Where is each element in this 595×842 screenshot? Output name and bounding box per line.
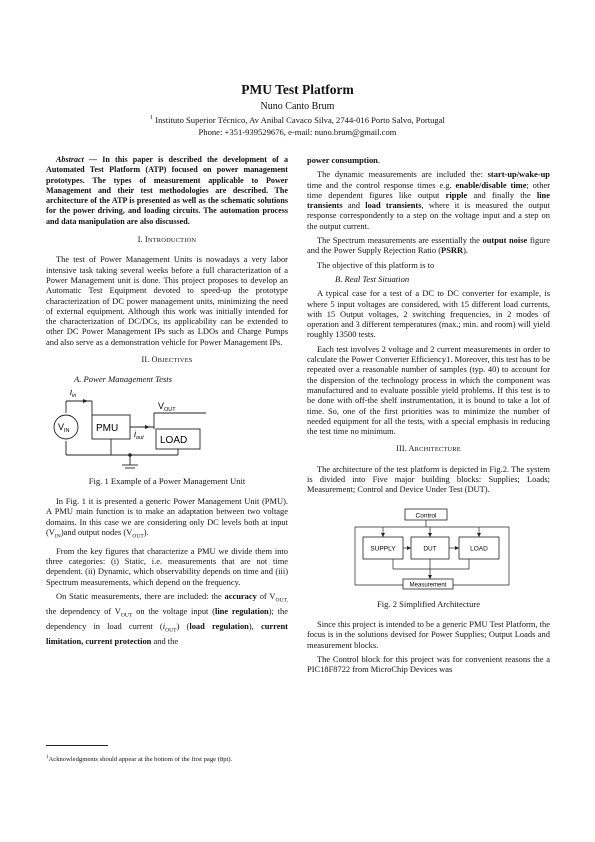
objectives-paragraph-1: In Fig. 1 it is presented a generic Power Management Unit (PMU). A PMU main function is to make an adaptation between two voltage domains. In this case we are considering only DC levels both at input $(V_{IN})and$ output nodes $(V_{OUT})$.	[46, 495, 288, 540]
figure-2-architecture-diagram	[307, 501, 550, 597]
continued-paragraph: power consumption.	[307, 155, 380, 165]
load-block-label: LOAD	[470, 545, 488, 553]
figure-1-pmu-diagram	[46, 389, 288, 474]
left-column	[46, 155, 288, 650]
iin-label: $i_{in}$	[70, 388, 77, 399]
figure-2-caption: Fig. 2 Simplified Architecture	[376, 598, 481, 609]
affiliation-text: Instituto Superior Técnico, Av Anibal Cavaco Silva, 2744-016 Porto Salvo, Portugal	[155, 115, 445, 125]
architecture-paragraph-1: The architecture of the test platform is depicted in Fig.2. The system is divided into Five major building blocks: Supplies; Loads; Measurement; Control and Device Under Test (DUT).	[307, 463, 550, 495]
dynamic-measurements-paragraph: The dynamic measurements are included the: start-up/wake-up time and the control response times e.g. enable/disable time; other time dependent figures like output ripple and finally the line transients and load transients, where it is measured the output response correspondently to a step on the voltage input and a step on the output current.	[307, 169, 551, 231]
author-name: Nuno Canto Brum	[260, 101, 335, 112]
architecture-paragraph-3: The Control block for this project was for convenient reasons the a PIC18F8722 from MicroChip Devices was	[307, 653, 550, 675]
vin-label: $V_{IN}$	[58, 421, 70, 434]
abstract-label: Abstract —	[56, 155, 98, 164]
subsection-heading-power-management-tests: A. Power Management Tests	[74, 374, 173, 385]
control-label: Control	[415, 512, 437, 520]
paper-title: PMU Test Platform	[241, 82, 354, 97]
objectives-paragraph-2: From the key figures that characterize a PMU we divide them into three categories: (i) Static, i.e. measurements that are not time dependent. (ii) Dynamic, which observability depends on time and (iii) Spectrum measurements, which depend on the frequency.	[46, 545, 288, 587]
dut-label: DUT	[423, 545, 437, 553]
pmu-label: PMU	[96, 422, 119, 434]
spectrum-measurements-paragraph: The Spectrum measurements are essentially the output noise figure and the Power Supply Rejection Ratio (PSRR).	[307, 235, 550, 256]
subsection-heading-real-test-situation: B. Real Test Situation	[335, 273, 410, 284]
real-test-paragraph-1: A typical case for a test of a DC to DC converter for example, is where 5 input voltages are considered, with 15 different load currents, with 15 Output voltages, 2 switching frequencies, in 2 modes of operation and 3 different temperatures (max.; min. and room) will yield roughly 13500 tests.	[307, 288, 550, 340]
affiliation-mark: 1	[150, 115, 154, 122]
vout-label: $V_{OUT}$	[158, 400, 176, 413]
iout-label: $i_{out}$	[134, 428, 144, 441]
contact-line: Phone: +351-939529676, e-mail: nuno.brum@gmail.com	[198, 127, 397, 137]
architecture-block-diagram	[307, 501, 550, 597]
footnote-rule	[46, 745, 108, 746]
section-heading-introduction: I. INTRODUCTION	[137, 235, 197, 245]
load-label: LOAD	[160, 434, 188, 446]
abstract	[46, 155, 288, 227]
affiliation	[0, 115, 595, 125]
section-heading-architecture: III. ARCHITECTURE	[396, 444, 461, 454]
right-column	[307, 155, 550, 678]
introduction-paragraph: The test of Power Management Units is nowadays a very labor intensive task taking several weeks before a full characterization of a Power Management unit is done. This project proposes to develop an Automatic Test Equipment devoted to speed-up the prototype characterization of DC power management units, minimizing the need of external equipment. Although this work was initially intended for the characterization of DC/DCs, its applicability can be extended to other DC Power Management IPs such as LDOs and Charge Pumps and also serve as a demonstration vehicle for Power Management IPs.	[46, 254, 288, 347]
measurement-label: Measurement	[409, 582, 447, 589]
objective-line: The objective of this platform is to	[317, 259, 435, 270]
section-heading-objectives: II. OBJECTIVES	[141, 355, 193, 365]
architecture-paragraph-2: Since this project is intended to be a generic PMU Test Platform, the focus is in the solutions devised for Power Supplies; Output Loads and measurement blocks.	[307, 618, 550, 650]
real-test-paragraph-2: Each test involves 2 voltage and 2 current measurements in order to calculate the Power Converter Efficiency1. Moreover, this test has to be repeated over a reasonable number of samples (typ. 40) to account for the dispersion of the technology process in which the component was manufactured and to evaluate possible yield problems. If this test is to be done with off-the shelf instrumentation, it is bound to take a lot of time. So, one of the first priorities was to minimize the number of needed equipment for all the tests, with a special emphasis in reducing the test time no minimum.	[307, 343, 550, 437]
footnote: $^1$Acknowledgments should appear at the bottom of the first page (8pt).	[46, 755, 233, 764]
figure-1-caption: Fig. 1 Example of a Power Management Unit	[88, 475, 246, 486]
pmu-schematic	[46, 389, 288, 474]
supply-label: SUPPLY	[370, 545, 396, 553]
objectives-paragraph-3: On Static measurements, there are included: the accuracy of $V_{OUT,}$ the dependency of $V_{OUT}$ on the voltage input (line regulation); the dependency in load current $(i_{OUT})$ (load regulation), current limitation, current protection and the	[46, 591, 288, 646]
abstract-text: In this paper is described the development of a Automated Test Platform (ATP) focused on power management prototypes. The types of measurement applicable to Power Management and their test methodologies are described. The architecture of the ATP is presented as well as the schematic solutions for the power driving, and loading circuits. The automation process and data manipulation are also discussed.	[46, 155, 288, 226]
